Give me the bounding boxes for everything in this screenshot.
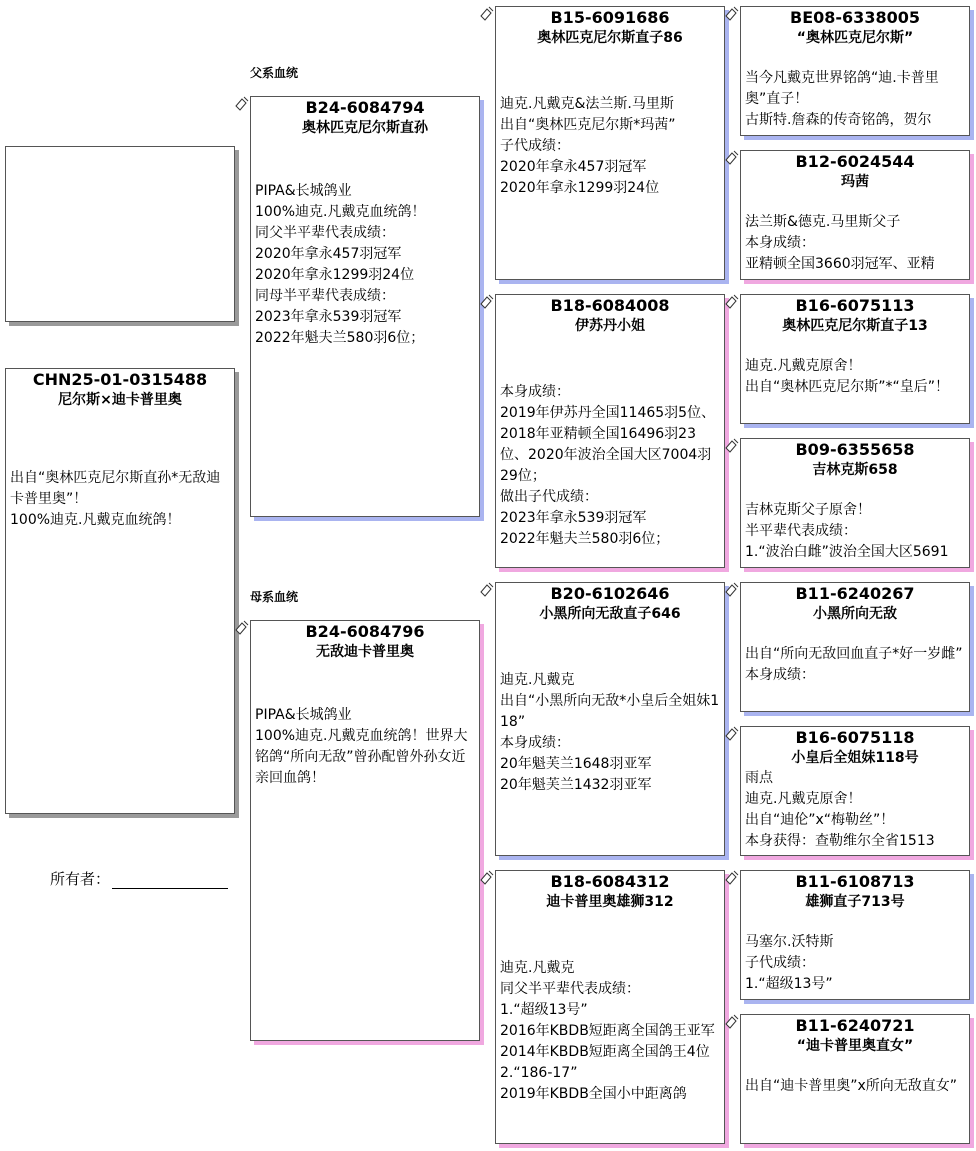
desc-line: 本身成绩：: [745, 667, 815, 683]
edit-icon[interactable]: [724, 150, 740, 166]
edit-icon[interactable]: [234, 620, 250, 636]
desc-line: 出自“迪伦”x“梅勒丝”！: [745, 812, 895, 828]
desc-line: 当今凡戴克世界铭鸽“迪.卡普里奥”直子！: [745, 70, 939, 107]
ancestor-card: [740, 726, 970, 856]
desc-line: 迪克.凡戴克&法兰斯.马里斯: [500, 96, 674, 112]
edit-icon[interactable]: [479, 582, 495, 598]
desc-line: 2019年KBDB全国小中距离鸽: [500, 1086, 687, 1102]
desc-line: 雨点: [745, 770, 773, 786]
ancestor-ring: B20-6102646: [550, 584, 670, 603]
dam-card: [250, 620, 480, 1041]
edit-icon[interactable]: [724, 438, 740, 454]
desc-line: 出自“奥林匹克尼尔斯”*“皇后”！: [745, 379, 950, 395]
ancestor-ring: B11-6240721: [795, 1016, 915, 1035]
desc-line: 1.“超级13号”: [500, 1002, 588, 1018]
subject-name: 尼尔斯×迪卡普里奥: [58, 392, 182, 408]
ancestor-ring: B16-6075113: [795, 296, 915, 315]
desc-line: 2020年拿永1299羽24位: [255, 267, 415, 283]
desc-line: 本身成绩：: [500, 735, 570, 751]
desc-line: 法兰斯&德克.马里斯父子: [745, 214, 901, 230]
subject-desc: [6, 468, 234, 531]
edit-icon[interactable]: [724, 870, 740, 886]
ancestor-card: [740, 582, 970, 712]
desc-line: 本身成绩：: [745, 235, 815, 251]
desc-line: 2020年拿永457羽冠军: [255, 246, 402, 262]
ancestor-name: 奥林匹克尼尔斯直子86: [537, 30, 683, 46]
desc-line: 本身获得：查勒维尔全省1513: [745, 833, 935, 849]
dam-name: 无敌迪卡普里奥: [316, 644, 414, 660]
desc-line: 1.“超级13号”: [745, 976, 833, 992]
ancestor-card: [740, 438, 970, 568]
desc-line: 1.“波治白雌”波治全国大区5691: [745, 544, 949, 560]
sire-card: [250, 96, 480, 517]
desc-line: 2022年魁夫兰580羽6位；: [500, 531, 670, 547]
desc-line: 2014年KBDB短距离全国鸽王4位: [500, 1044, 710, 1060]
desc-line: 2020年拿永1299羽24位: [500, 180, 660, 196]
ancestor-card: [495, 870, 725, 1144]
ancestor-desc: [741, 356, 969, 398]
ancestor-name: “奥林匹克尼尔斯”: [796, 30, 914, 46]
desc-line: 吉林克斯父子原舍！: [745, 502, 871, 518]
ancestor-name: 小皇后全姐妹118号: [791, 750, 919, 766]
edit-icon[interactable]: [479, 6, 495, 22]
desc-line: 2016年KBDB短距离全国鸽王亚军: [500, 1023, 715, 1039]
ancestor-name: 玛茜: [841, 174, 869, 190]
ancestor-ring: B18-6084008: [550, 296, 670, 315]
ancestor-name: 小黑所向无敌直子646: [539, 606, 681, 622]
desc-line: 出自“奥林匹克尼尔斯直孙*无敌迪卡普里奥”！: [10, 470, 221, 507]
ancestor-ring: B12-6024544: [795, 152, 915, 171]
sire-desc: [251, 181, 479, 349]
ancestor-desc: [741, 644, 969, 686]
ancestor-card: [740, 150, 970, 280]
desc-line: 做出子代成绩：: [500, 489, 598, 505]
desc-line: 迪克.凡戴克原舍！: [745, 358, 862, 374]
ancestor-ring: B11-6240267: [795, 584, 915, 603]
dam-desc: [251, 705, 479, 789]
desc-line: 20年魁芙兰1432羽亚军: [500, 777, 652, 793]
edit-icon[interactable]: [479, 294, 495, 310]
desc-line: 子代成绩：: [745, 955, 815, 971]
ancestor-ring: B18-6084312: [550, 872, 670, 891]
desc-line: 100%迪克.凡戴克血统鸽！世界大铭鸽“所向无敌”曾孙配曾外孙女近亲回血鸽！: [255, 728, 468, 786]
ancestor-name: 小黑所向无敌: [813, 606, 897, 622]
ancestor-name: 伊苏丹小姐: [575, 318, 645, 334]
subject-ring: CHN25-01-0315488: [32, 370, 208, 389]
edit-icon[interactable]: [724, 294, 740, 310]
ancestor-card: [495, 294, 725, 568]
desc-line: PIPA&长城鸽业: [255, 183, 352, 199]
desc-line: 出自“所向无敌回血直子*好一岁雌”: [745, 646, 963, 662]
ancestor-desc: [496, 382, 724, 550]
edit-icon[interactable]: [724, 6, 740, 22]
ancestor-desc: [496, 94, 724, 199]
ancestor-card: [740, 1014, 970, 1144]
ancestor-desc: [496, 670, 724, 796]
ancestor-name: 吉林克斯658: [812, 462, 898, 478]
desc-line: 2020年拿永457羽冠军: [500, 159, 647, 175]
sire-ring: B24-6084794: [305, 98, 425, 117]
ancestor-ring: B09-6355658: [795, 440, 915, 459]
maternal-label: 母系血统: [250, 590, 299, 604]
desc-line: 本身成绩：: [500, 384, 570, 400]
dam-ring: B24-6084796: [305, 622, 425, 641]
edit-icon[interactable]: [479, 870, 495, 886]
desc-line: 20年魁芙兰1648羽亚军: [500, 756, 652, 772]
desc-line: 2023年拿永539羽冠军: [255, 309, 402, 325]
desc-line: 古斯特.詹森的传奇铭鸽，贺尔: [745, 112, 932, 128]
ancestor-ring: B15-6091686: [550, 8, 670, 27]
sire-name: 奥林匹克尼尔斯直孙: [302, 120, 428, 136]
ancestor-desc: [741, 500, 969, 563]
desc-line: 同父半平辈代表成绩：: [500, 981, 640, 997]
edit-icon[interactable]: [234, 96, 250, 112]
desc-line: 亚精顿全国3660羽冠军、亚精: [745, 256, 935, 272]
ancestor-ring: BE08-6338005: [790, 8, 920, 27]
ancestor-desc: [496, 958, 724, 1105]
desc-line: 出自“小黑所向无敌*小皇后全姐妹118”: [500, 693, 720, 730]
paternal-label: 父系血统: [250, 66, 299, 80]
ancestor-desc: [741, 1076, 969, 1097]
edit-icon[interactable]: [724, 582, 740, 598]
ancestor-desc: [741, 212, 969, 275]
ancestor-ring: B16-6075118: [795, 728, 915, 747]
ancestor-desc: [741, 932, 969, 995]
desc-line: 同父半平辈代表成绩：: [255, 225, 395, 241]
desc-line: 马塞尔.沃特斯: [745, 934, 834, 950]
ancestor-name: “迪卡普里奥直女”: [796, 1038, 914, 1054]
ancestor-name: 雄狮直子713号: [805, 894, 905, 910]
subject-card: [5, 368, 235, 814]
desc-line: 2.“186-17”: [500, 1065, 578, 1081]
desc-line: 出自“奥林匹克尼尔斯*玛茜”: [500, 117, 676, 133]
ancestor-ring: B11-6108713: [795, 872, 915, 891]
edit-icon[interactable]: [724, 726, 740, 742]
desc-line: 100%迪克.凡戴克血统鸽！: [10, 512, 181, 528]
desc-line: 迪克.凡戴克: [500, 960, 575, 976]
desc-line: 出自“迪卡普里奥”x所向无敌直女”: [745, 1078, 958, 1094]
desc-line: PIPA&长城鸽业: [255, 707, 352, 723]
desc-line: 迪克.凡戴克: [500, 672, 575, 688]
edit-icon[interactable]: [724, 1014, 740, 1030]
desc-line: 同母半平辈代表成绩：: [255, 288, 395, 304]
ancestor-card: [740, 6, 970, 136]
ancestor-card: [495, 582, 725, 856]
ancestor-name: 迪卡普里奥雄狮312: [546, 894, 674, 910]
owner-label: 所有者：: [50, 870, 111, 888]
ancestor-desc: [741, 768, 969, 852]
desc-line: 迪克.凡戴克原舍！: [745, 791, 862, 807]
desc-line: 100%迪克.凡戴克血统鸽！: [255, 204, 426, 220]
desc-line: 2022年魁夫兰580羽6位；: [255, 330, 425, 346]
desc-line: 子代成绩：: [500, 138, 570, 154]
ancestor-card: [740, 870, 970, 1000]
ancestor-card: [740, 294, 970, 424]
desc-line: 2019年伊苏丹全国11465羽5位、2018年亚精顿全国16496羽23位、2020年波治全国大区7004羽29位；: [500, 405, 716, 484]
photo-placeholder: [5, 146, 235, 322]
owner-field: [50, 868, 228, 889]
ancestor-name: 奥林匹克尼尔斯直子13: [782, 318, 928, 334]
owner-line[interactable]: [112, 874, 228, 889]
desc-line: 2023年拿永539羽冠军: [500, 510, 647, 526]
ancestor-card: [495, 6, 725, 280]
desc-line: 半平辈代表成绩：: [745, 523, 857, 539]
ancestor-desc: [741, 68, 969, 131]
